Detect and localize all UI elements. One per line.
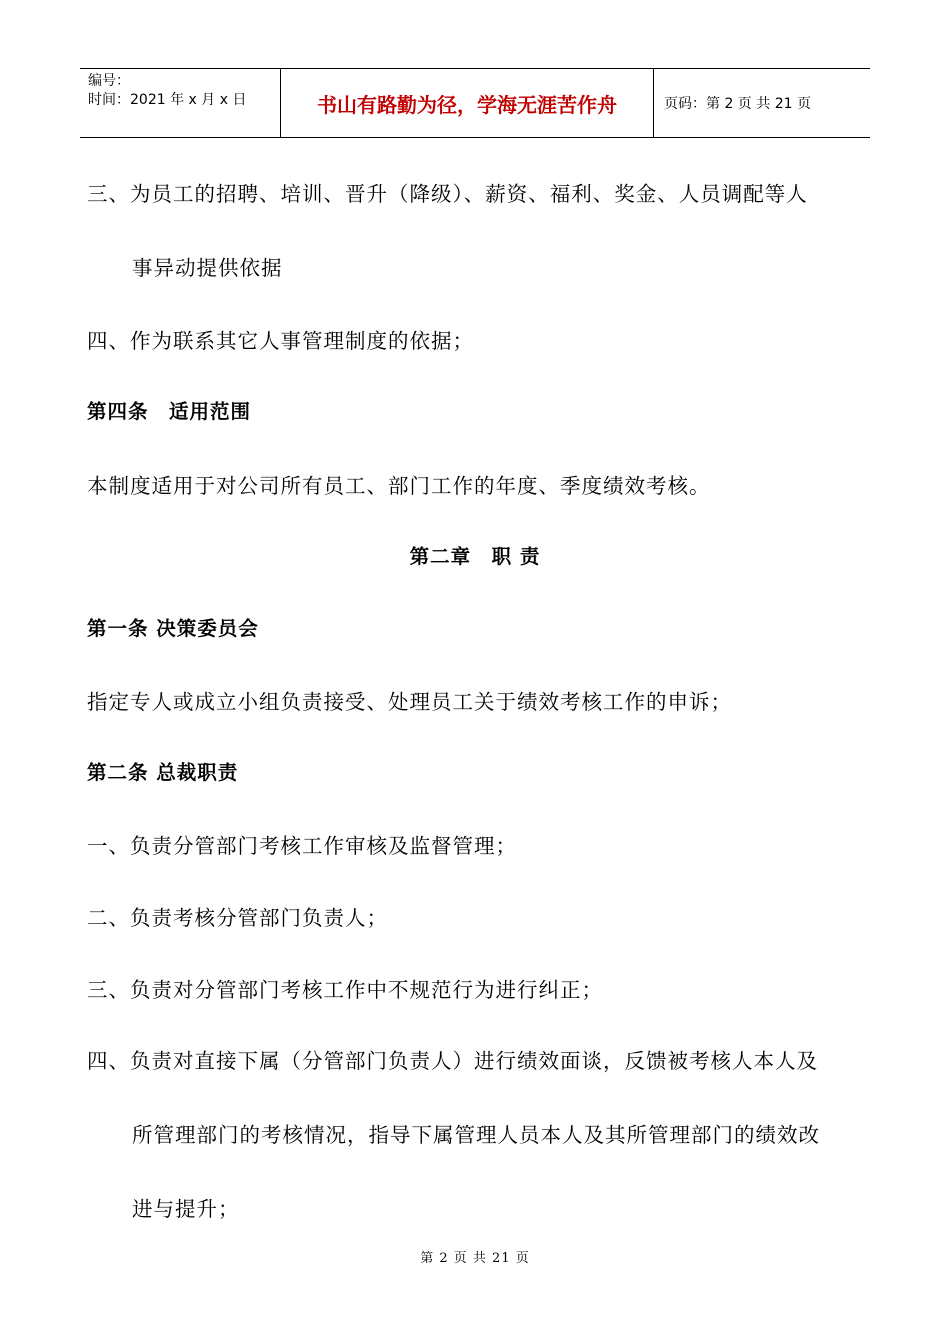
body-line-13: 四、负责对直接下属（分管部门负责人）进行绩效面谈，反馈被考核人本人及 (87, 1049, 818, 1073)
body-line-14: 所管理部门的考核情况，指导下属管理人员本人及其所管理部门的绩效改 (132, 1123, 820, 1147)
page-footer: 第 2 页 共 21 页 (420, 1251, 530, 1266)
body-line-3: 四、作为联系其它人事管理制度的依据； (87, 329, 474, 353)
header-time-label: 时间：2021 年 x 月 x 日 (88, 92, 247, 108)
body-line-8: 指定专人或成立小组负责接受、处理员工关于绩效考核工作的申诉； (87, 690, 732, 714)
page-header (80, 68, 870, 138)
header-page-info: 页码：第 2 页 共 21 页 (664, 96, 811, 112)
article-4-heading: 第四条 适用范围 (87, 400, 252, 423)
chapter-2-heading: 第二章 职 责 (409, 545, 541, 568)
header-motto: 书山有路勤为径，学海无涯苦作舟 (281, 69, 654, 137)
article-1-heading: 第一条 决策委员会 (87, 617, 259, 640)
body-line-10: 一、负责分管部门考核工作审核及监督管理； (87, 834, 517, 858)
body-line-11: 二、负责考核分管部门负责人； (87, 906, 388, 930)
body-line-2: 事异动提供依据 (132, 256, 283, 280)
body-line-1: 三、为员工的招聘、培训、晋升（降级）、薪资、福利、奖金、人员调配等人 (87, 182, 808, 206)
header-meta (80, 69, 281, 137)
body-line-12: 三、负责对分管部门考核工作中不规范行为进行纠正； (87, 978, 603, 1002)
body-line-15: 进与提升； (132, 1197, 240, 1221)
body-line-5: 本制度适用于对公司所有员工、部门工作的年度、季度绩效考核。 (87, 474, 711, 498)
article-2-heading: 第二条 总裁职责 (87, 761, 239, 784)
header-number-label: 编号： (88, 73, 130, 89)
